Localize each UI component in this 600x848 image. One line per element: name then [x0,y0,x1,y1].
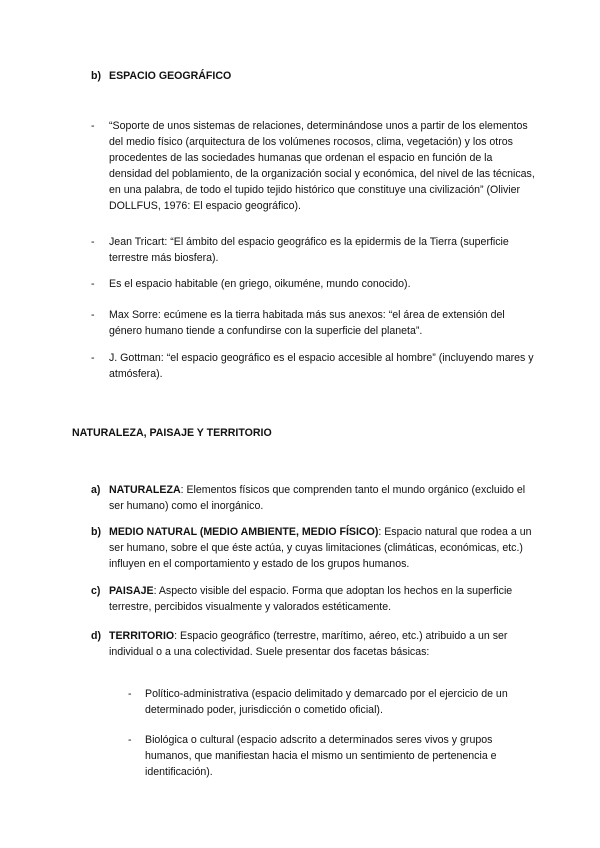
definition-item [109,482,535,514]
list-item: Es el espacio habitable (en griego, oikuméne, mundo conocido). [109,278,411,290]
dash-bullet: - [91,120,95,132]
dash-bullet: - [91,236,95,248]
section-heading-2: NATURALEZA, PAISAJE Y TERRITORIO [72,427,272,439]
definition-text: : Aspecto visible del espacio. Forma que adoptan los hechos en la superficie terrestre, percibidos visualmente y valorados estéticamente. [109,585,513,613]
dash-bullet: - [91,352,95,364]
definition-marker: d) [91,630,101,642]
list-item: Max Sorre: ecúmene es la tierra habitada más sus anexos: “el área de extensión del género humano tiende a confundirse con la superficie del planeta”. [109,309,505,337]
definition-term: TERRITORIO [109,630,175,642]
definition-marker: c) [91,585,101,597]
definition-item [109,583,535,615]
definition-item [109,628,535,660]
definition-marker: a) [91,484,101,496]
definition-text: : Espacio geográfico (terrestre, marítimo, aéreo, etc.) atribuido a un ser individual o a una colectividad. Suele presentar dos facetas básicas: [109,630,508,658]
definition-text: : Espacio natural que rodea a un ser humano, sobre el que éste actúa, y cuyas limitaciones (climáticas, económicas, etc.) influyen en el comportamiento y estado de los grupos humanos. [109,526,532,570]
section-marker: b) [91,70,101,82]
dash-bullet: - [128,688,132,700]
definition-term: PAISAJE [109,585,154,597]
list-item: “Soporte de unos sistemas de relaciones, determinándose unos a partir de los elementos del medio físico (arquitectura de los volúmenes rocosos, clima, vegetación) y los otros procedentes de las sociedades humanas que ordenan el espacio en función de la densidad del poblamiento, de la organización social y económica, del nivel de las técnicas, en una palabra, de todo el tupido tejido histórico que constituye una civilización” (Olivier DOLLFUS, 1976: El espacio geográfico). [109,120,535,212]
facet-item: Político-administrativa (espacio delimitado y demarcado por el ejercicio de un determinado poder, jurisdicción o cometido oficial). [145,688,508,716]
dash-bullet: - [128,734,132,746]
definition-term: NATURALEZA [109,484,181,496]
dash-bullet: - [91,309,95,321]
section-heading: ESPACIO GEOGRÁFICO [109,70,232,82]
facet-item: Biológica o cultural (espacio adscrito a determinados seres vivos y grupos humanos, que manifiestan hacia el mismo un sentimiento de pertenencia e identificación). [145,734,497,778]
definition-item [109,524,535,572]
list-item: Jean Tricart: “El ámbito del espacio geográfico es la epidermis de la Tierra (superficie terrestre más biosfera). [109,236,509,264]
definition-marker: b) [91,526,101,538]
definition-term: MEDIO NATURAL (MEDIO AMBIENTE, MEDIO FÍSICO) [109,526,379,538]
list-item: J. Gottman: “el espacio geográfico es el espacio accesible al hombre” (incluyendo mares y atmósfera). [109,352,534,380]
definition-text: : Elementos físicos que comprenden tanto el mundo orgánico (excluido el ser humano) como el inorgánico. [109,484,526,512]
dash-bullet: - [91,278,95,290]
